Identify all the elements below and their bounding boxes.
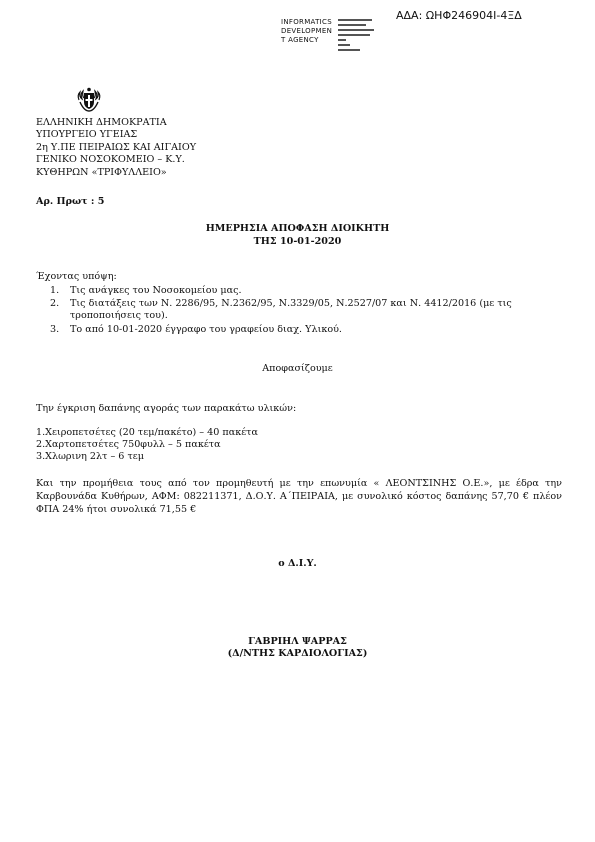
material-item: 1.Χειροπετσέτες (20 τεμ/πακέτο) – 40 πακέτα [36, 427, 258, 438]
list-item-number: 1. [50, 285, 60, 296]
decision-heading: Αποφασίζουμε [262, 363, 333, 374]
signer-title: (Δ/ΝΤΗΣ ΚΑΡΔΙΟΛΟΓΙΑΣ) [227, 648, 368, 659]
issuer-line: ΚΥΘΗΡΩΝ «ΤΡΙΦΥΛΛΕΙΟ» [36, 166, 167, 178]
list-item-text: Τις διατάξεις των Ν. 2286/95, Ν.2362/95, Ν.3329/05, Ν.2527/07 και Ν. 4412/2016 (με τις τροποποιήσεις του). [70, 298, 512, 322]
list-item-text: Τις ανάγκες του Νοσοκομείου μας. [70, 285, 242, 296]
issuer-line: ΥΠΟΥΡΓΕΙΟ ΥΓΕΙΑΣ [36, 129, 138, 141]
issuer-header [36, 117, 196, 179]
list-item [50, 324, 570, 336]
document-date: ΤΗΣ 10-01-2020 [253, 236, 342, 247]
digital-signature-stamp [338, 18, 378, 54]
list-item-text: Το από 10-01-2020 έγγραφο του γραφείου διαχ. Υλικού. [70, 323, 342, 335]
ida-logo-line: DEVELOPMEN [281, 27, 333, 35]
ida-logo-line: INFORMATICS [281, 18, 332, 26]
signer-name: ΓΑΒΡΙΗΛ ΨΑΡΡΑΣ [248, 636, 347, 647]
document-title: ΗΜΕΡΗΣΙΑ ΑΠΟΦΑΣΗ ΔΙΟΙΚΗΤΗ [205, 223, 390, 234]
list-item [50, 298, 570, 322]
issuer-line: ΓΕΝΙΚΟ ΝΟΣΟΚΟΜΕΙΟ – Κ.Υ. [36, 154, 185, 166]
ida-logo [281, 18, 378, 54]
list-item-number: 3. [50, 323, 60, 335]
ida-logo-text [281, 18, 332, 54]
supplier-paragraph: Και την προμήθεια τους από τον προμηθευτή με την επωνυμία « ΛΕΟΝΤΣΙΝΗΣ Ο.Ε.», με έδρα την Καρβουνάδα Κυθήρων, ΑΦΜ: 082211371, Δ.Ο.Υ. Α΄ΠΕΙΡΑΙΑ, με συνολικό κόστος δαπάνης 57,70 € πλέον ΦΠΑ 24% ήτοι συνολικά 71,55 € [36, 478, 562, 515]
material-item: 3.Χλωρινη 2λτ – 6 τεμ [36, 451, 144, 463]
protocol-number: Αρ. Πρωτ : 5 [36, 196, 105, 207]
material-item: 2.Χαρτοπετσέτες 750φυλλ – 5 πακέτα [36, 439, 221, 451]
signature-stamp-icon [338, 18, 378, 52]
approval-text: Την έγκριση δαπάνης αγοράς των παρακάτω υλικών: [36, 403, 297, 414]
ida-logo-line: T AGENCY [281, 36, 319, 44]
materials-list [36, 427, 258, 464]
greek-coat-of-arms-icon [76, 87, 102, 113]
issuer-line: 2η Υ.ΠΕ ΠΕΙΡΑΙΩΣ ΚΑΙ ΑΙΓΑΙΟΥ [36, 141, 197, 153]
list-item-number: 2. [50, 298, 60, 310]
signer-role: ο Δ.Ι.Υ. [278, 558, 317, 569]
considerations-list [50, 285, 570, 337]
considering-label: Έχοντας υπόψη: [36, 271, 117, 282]
ada-code: ΑΔΑ: ΩΗΦ246904Ι-4ΞΔ [396, 9, 522, 22]
issuer-line: ΕΛΛΗΝΙΚΗ ΔΗΜΟΚΡΑΤΙΑ [36, 117, 167, 128]
list-item [50, 285, 570, 297]
